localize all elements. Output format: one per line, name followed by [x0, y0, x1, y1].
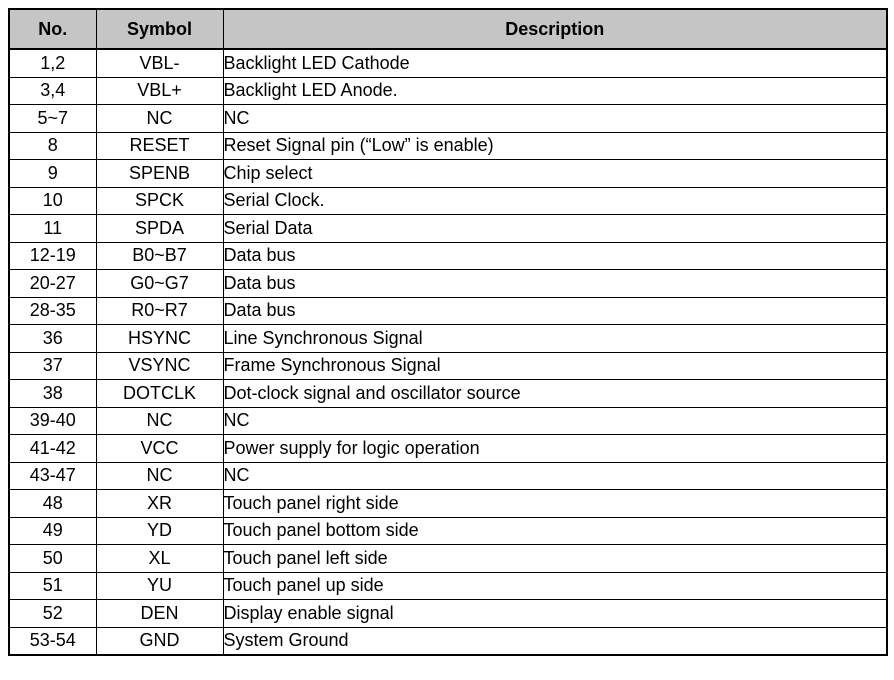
- cell-description: Backlight LED Cathode: [223, 49, 887, 77]
- table-row: [9, 407, 887, 435]
- cell-description: Line Synchronous Signal: [223, 325, 887, 353]
- cell-description: Data bus: [223, 297, 887, 325]
- cell-no: 53-54: [9, 627, 96, 655]
- cell-symbol: RESET: [96, 132, 223, 160]
- cell-no: 1,2: [9, 49, 96, 77]
- cell-no: 37: [9, 352, 96, 380]
- cell-symbol: R0~R7: [96, 297, 223, 325]
- cell-symbol: SPENB: [96, 160, 223, 188]
- table-row: [9, 600, 887, 628]
- table-row: [9, 105, 887, 133]
- cell-no: 3,4: [9, 77, 96, 105]
- cell-symbol: NC: [96, 105, 223, 133]
- table-row: [9, 297, 887, 325]
- cell-symbol: B0~B7: [96, 242, 223, 270]
- cell-no: 36: [9, 325, 96, 353]
- table-row: [9, 242, 887, 270]
- cell-no: 11: [9, 215, 96, 243]
- cell-no: 28-35: [9, 297, 96, 325]
- table-header-row: [9, 9, 887, 49]
- cell-description: Data bus: [223, 242, 887, 270]
- cell-symbol: VBL+: [96, 77, 223, 105]
- table-row: [9, 187, 887, 215]
- table-row: [9, 462, 887, 490]
- table-row: [9, 215, 887, 243]
- table-row: [9, 627, 887, 655]
- cell-no: 50: [9, 545, 96, 573]
- cell-no: 39-40: [9, 407, 96, 435]
- column-header-description: Description: [223, 9, 887, 49]
- cell-description: Serial Data: [223, 215, 887, 243]
- table-row: [9, 49, 887, 77]
- cell-symbol: G0~G7: [96, 270, 223, 298]
- cell-symbol: DOTCLK: [96, 380, 223, 408]
- cell-no: 5~7: [9, 105, 96, 133]
- cell-description: Touch panel up side: [223, 572, 887, 600]
- cell-symbol: HSYNC: [96, 325, 223, 353]
- table-row: [9, 435, 887, 463]
- table-row: [9, 517, 887, 545]
- cell-description: Serial Clock.: [223, 187, 887, 215]
- cell-no: 43-47: [9, 462, 96, 490]
- cell-symbol: DEN: [96, 600, 223, 628]
- cell-no: 38: [9, 380, 96, 408]
- cell-no: 49: [9, 517, 96, 545]
- cell-symbol: YD: [96, 517, 223, 545]
- cell-symbol: VCC: [96, 435, 223, 463]
- cell-no: 10: [9, 187, 96, 215]
- cell-description: Dot-clock signal and oscillator source: [223, 380, 887, 408]
- cell-no: 9: [9, 160, 96, 188]
- cell-description: Backlight LED Anode.: [223, 77, 887, 105]
- column-header-no: No.: [9, 9, 96, 49]
- table-row: [9, 270, 887, 298]
- cell-symbol: NC: [96, 407, 223, 435]
- table-row: [9, 77, 887, 105]
- cell-description: NC: [223, 105, 887, 133]
- cell-symbol: SPDA: [96, 215, 223, 243]
- cell-description: NC: [223, 407, 887, 435]
- cell-symbol: YU: [96, 572, 223, 600]
- table-body: [9, 49, 887, 655]
- table-row: [9, 325, 887, 353]
- cell-description: Display enable signal: [223, 600, 887, 628]
- table-row: [9, 572, 887, 600]
- cell-description: Power supply for logic operation: [223, 435, 887, 463]
- table-row: [9, 545, 887, 573]
- column-header-symbol: Symbol: [96, 9, 223, 49]
- cell-no: 51: [9, 572, 96, 600]
- pin-description-table: [8, 8, 888, 656]
- cell-description: NC: [223, 462, 887, 490]
- cell-description: Touch panel bottom side: [223, 517, 887, 545]
- cell-description: Chip select: [223, 160, 887, 188]
- cell-no: 52: [9, 600, 96, 628]
- cell-no: 41-42: [9, 435, 96, 463]
- cell-no: 12-19: [9, 242, 96, 270]
- table-row: [9, 490, 887, 518]
- cell-description: Touch panel left side: [223, 545, 887, 573]
- cell-symbol: VBL-: [96, 49, 223, 77]
- cell-symbol: SPCK: [96, 187, 223, 215]
- cell-description: Reset Signal pin (“Low” is enable): [223, 132, 887, 160]
- cell-symbol: XL: [96, 545, 223, 573]
- cell-symbol: NC: [96, 462, 223, 490]
- table-row: [9, 380, 887, 408]
- cell-description: System Ground: [223, 627, 887, 655]
- cell-symbol: GND: [96, 627, 223, 655]
- cell-description: Data bus: [223, 270, 887, 298]
- table-row: [9, 132, 887, 160]
- cell-no: 8: [9, 132, 96, 160]
- cell-no: 20-27: [9, 270, 96, 298]
- table-row: [9, 352, 887, 380]
- table-row: [9, 160, 887, 188]
- cell-description: Frame Synchronous Signal: [223, 352, 887, 380]
- cell-description: Touch panel right side: [223, 490, 887, 518]
- cell-symbol: XR: [96, 490, 223, 518]
- cell-symbol: VSYNC: [96, 352, 223, 380]
- cell-no: 48: [9, 490, 96, 518]
